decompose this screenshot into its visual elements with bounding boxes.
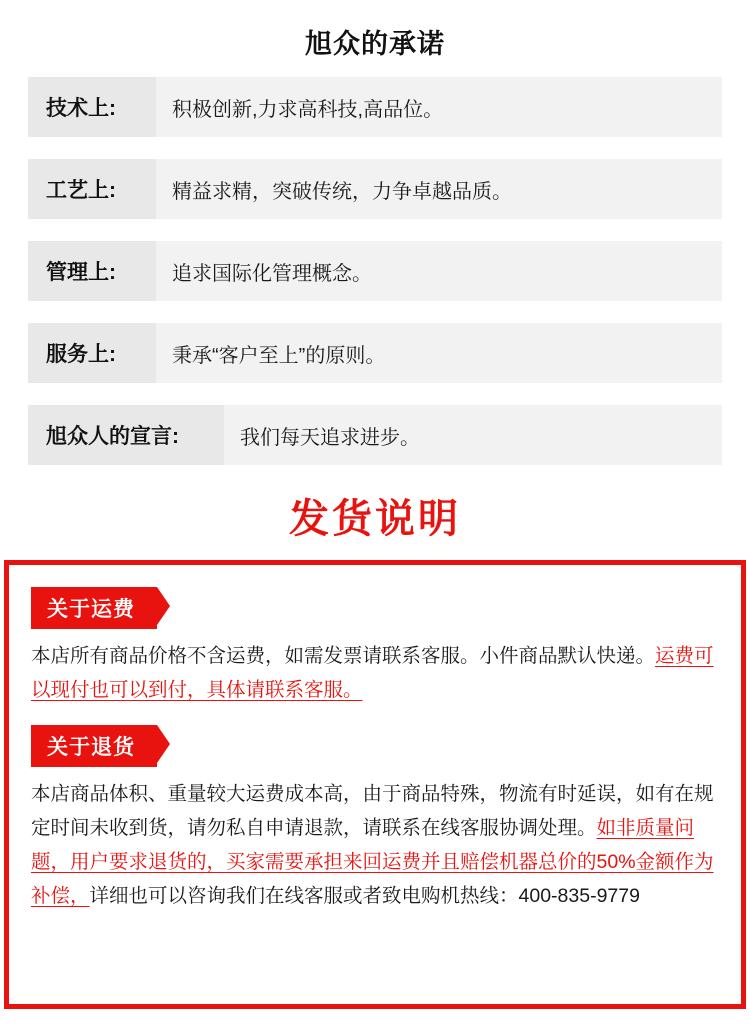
promise-row-text: 追求国际化管理概念。 xyxy=(156,241,722,301)
promise-row-text: 精益求精，突破传统，力争卓越品质。 xyxy=(156,159,722,219)
promise-row-label: 服务上: xyxy=(28,323,156,383)
freight-block xyxy=(31,587,719,707)
promise-section xyxy=(0,0,750,465)
promise-row-label: 管理上: xyxy=(28,241,156,301)
returns-tag-wrap xyxy=(31,725,719,767)
promise-row-text: 积极创新,力求高科技,高品位。 xyxy=(156,77,722,137)
promise-row-label: 工艺上: xyxy=(28,159,156,219)
promise-row xyxy=(28,159,722,219)
returns-paragraph xyxy=(31,777,719,913)
freight-tag: 关于运费 xyxy=(31,587,157,629)
freight-paragraph xyxy=(31,639,719,707)
shipping-section xyxy=(0,487,750,1009)
promise-row-text: 秉承“客户至上”的原则。 xyxy=(156,323,722,383)
freight-text-black: 本店所有商品价格不含运费，如需发票请联系客服。小件商品默认快递。 xyxy=(31,645,656,667)
promise-row-label: 旭众人的宣言: xyxy=(28,405,224,465)
promise-row xyxy=(28,241,722,301)
returns-text-black-2: 详细也可以咨询我们在线客服或者致电购机热线：400-835-9779 xyxy=(89,885,640,907)
shipping-info-box xyxy=(4,560,746,1009)
returns-block xyxy=(31,725,719,913)
shipping-heading: 发货说明 xyxy=(289,497,461,541)
returns-text-red: 如非质量问题，用户要求退货的，买家需要承担来回运费并且赔偿机器总价的50%金额作为补偿， xyxy=(31,817,714,907)
promise-row xyxy=(28,77,722,137)
returns-text-black-1: 本店商品体积、重量较大运费成本高，由于商品特殊，物流有时延误，如有在规定时间未收到货，请勿私自申请退款，请联系在线客服协调处理。 xyxy=(31,783,714,839)
promise-row xyxy=(28,323,722,383)
freight-text-red: 运费可以现付也可以到付，具体请联系客服。 xyxy=(31,645,714,701)
returns-tag: 关于退货 xyxy=(31,725,157,767)
promise-row-label: 技术上: xyxy=(28,77,156,137)
promise-list xyxy=(0,77,750,465)
freight-tag-wrap xyxy=(31,587,719,629)
promise-row xyxy=(28,405,722,465)
promise-row-text: 我们每天追求进步。 xyxy=(224,405,722,465)
page-title: 旭众的承诺 xyxy=(305,29,445,59)
